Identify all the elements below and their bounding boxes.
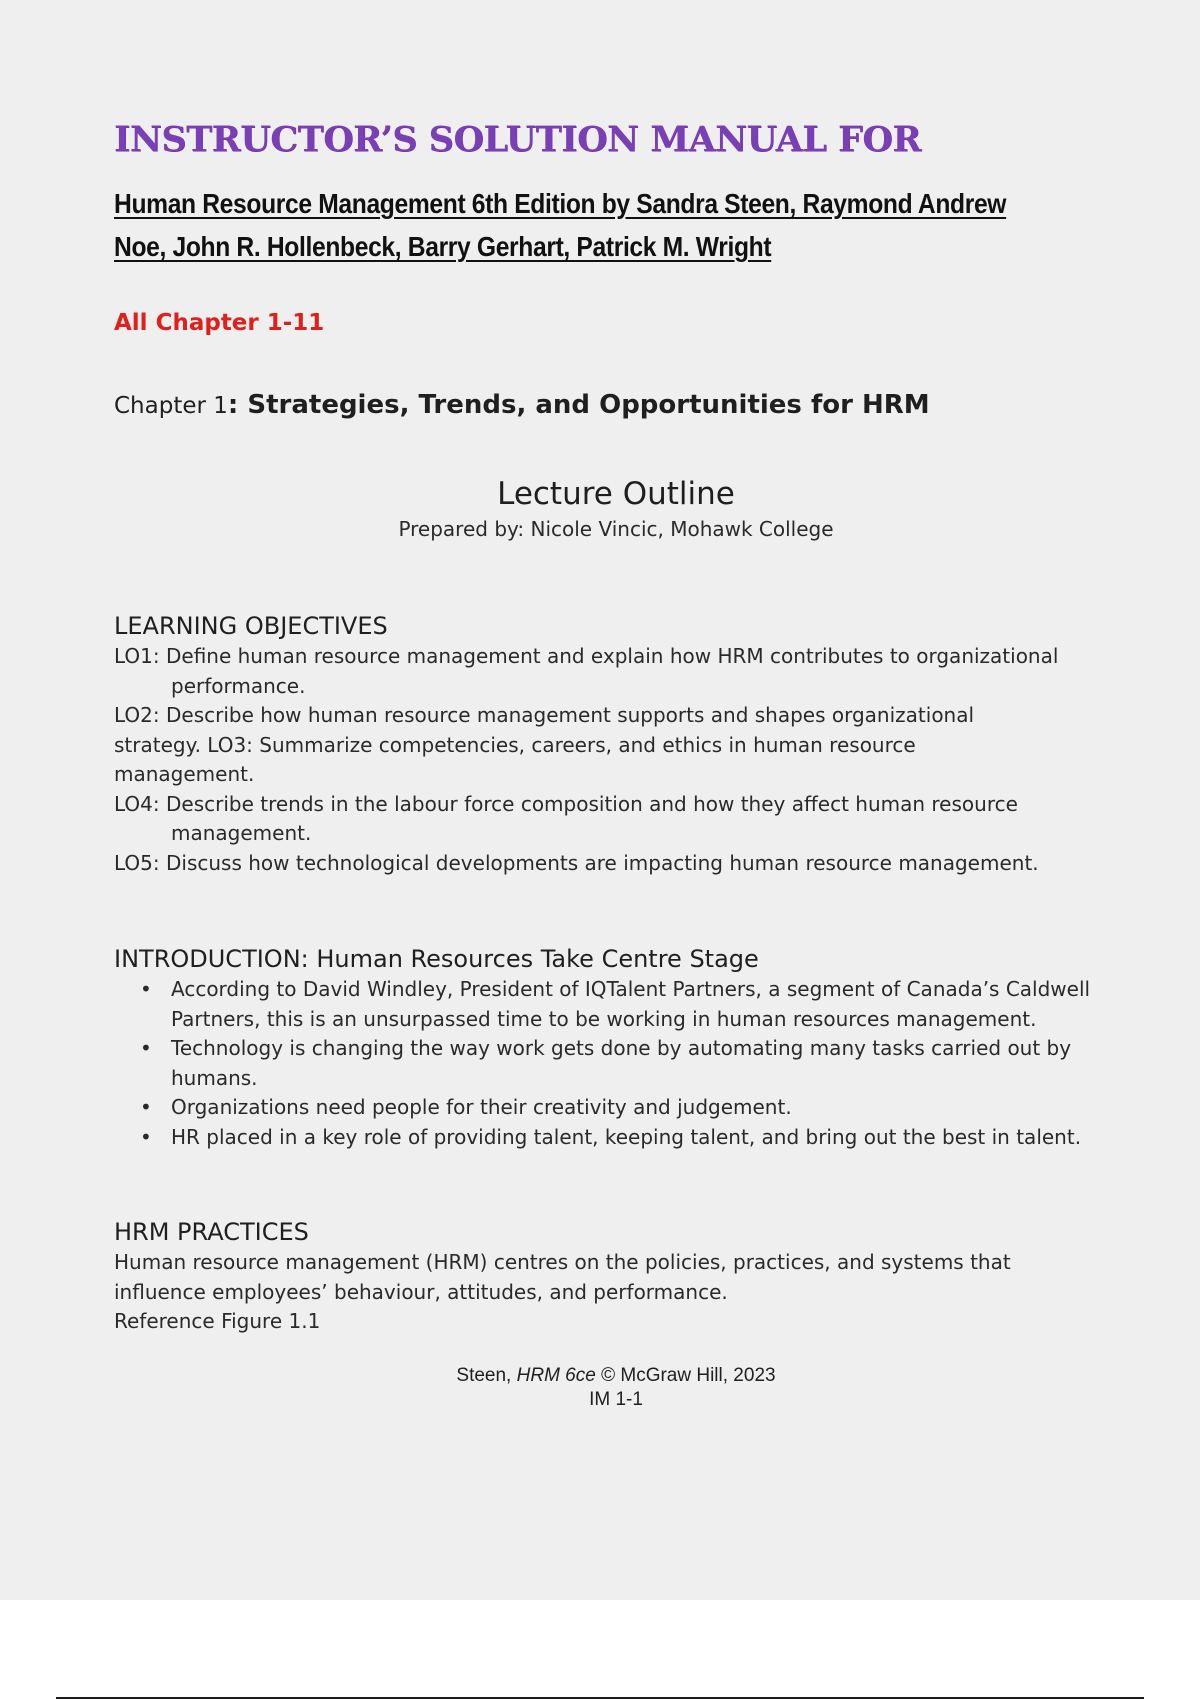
learning-objectives-heading: LEARNING OBJECTIVES (114, 612, 388, 640)
list-item (114, 1093, 1104, 1123)
introduction-list (114, 975, 1104, 1152)
list-item (114, 975, 1104, 1034)
list-item (114, 1034, 1104, 1093)
chapter-scope: All Chapter 1-11 (114, 310, 325, 336)
outline-header (114, 474, 1118, 544)
page-content (114, 112, 1104, 1412)
page-footer (114, 1364, 1118, 1412)
objective-lo2-line-3: management. (114, 762, 255, 786)
objective-lo5: LO5: Discuss how technological developments are impacting human resource management. (114, 850, 1039, 875)
list-item (114, 1123, 1104, 1153)
book-title-line-2: Noe, John R. Hollenbeck, Barry Gerhart, Patrick M. Wright (114, 231, 772, 262)
bullet-icon: • (140, 1124, 152, 1149)
manual-title: INSTRUCTOR’S SOLUTION MANUAL FOR (114, 119, 921, 160)
figure-reference: Reference Figure 1.1 (114, 1309, 321, 1333)
chapter-label: Chapter 1 (114, 393, 228, 419)
introduction-section (114, 943, 1104, 1152)
hrm-practices-heading: HRM PRACTICES (114, 1218, 309, 1246)
bullet-icon: • (140, 1036, 152, 1060)
chapter-title: Strategies, Trends, and Opportunities for HRM (238, 390, 930, 420)
list-item-text: HR placed in a key role of providing talent, keeping talent, and bring out the best in talent. (171, 1124, 1082, 1149)
objective-lo4: LO4: Describe trends in the labour force composition and how they affect human resource management. (114, 791, 1018, 845)
list-item-text: Technology is changing the way work gets done by automating many tasks carried out by humans. (171, 1036, 1072, 1090)
footer-author: Steen, (456, 1364, 517, 1386)
hrm-practices-section (114, 1216, 1104, 1337)
footer-book: HRM 6ce (516, 1364, 596, 1386)
bullet-icon: • (140, 977, 152, 1001)
book-title (114, 182, 1104, 268)
chapter-heading (114, 387, 1104, 424)
chapter-colon: : (227, 390, 239, 420)
footer-citation (114, 1364, 1118, 1388)
objective-lo1: LO1: Define human resource management and explain how HRM contributes to organizational performance. (114, 644, 1059, 698)
hrm-practices-body: Human resource management (HRM) centres on the policies, practices, and systems that influence employees’ behaviour, attitudes, and performance. (114, 1250, 1011, 1304)
book-title-line-1: Human Resource Management 6th Edition by Sandra Steen, Raymond Andrew (114, 188, 1007, 219)
introduction-heading: INTRODUCTION: Human Resources Take Centre Stage (114, 945, 759, 973)
footer-copyright: © McGraw Hill, 2023 (595, 1364, 776, 1386)
learning-objectives-section (114, 610, 1104, 878)
prepared-by: Prepared by: Nicole Vincic, Mohawk College (398, 517, 834, 541)
list-item-text: Organizations need people for their creativity and judgement. (171, 1095, 792, 1119)
objective-lo2-line-1: LO2: Describe how human resource management supports and shapes organizational (114, 703, 975, 727)
outline-title: Lecture Outline (497, 476, 735, 512)
page-divider (56, 1697, 1144, 1699)
list-item-text: According to David Windley, President of IQTalent Partners, a segment of Canada’s Caldwell Partners, this is an unsurpassed time to be working in human resources management. (171, 977, 1091, 1031)
bullet-icon: • (140, 1095, 152, 1119)
objective-lo2-line-2: strategy. LO3: Summarize competencies, careers, and ethics in human resource (114, 732, 916, 757)
objective-lo2-lo3 (114, 701, 1104, 790)
footer-page-id: IM 1-1 (589, 1388, 643, 1410)
